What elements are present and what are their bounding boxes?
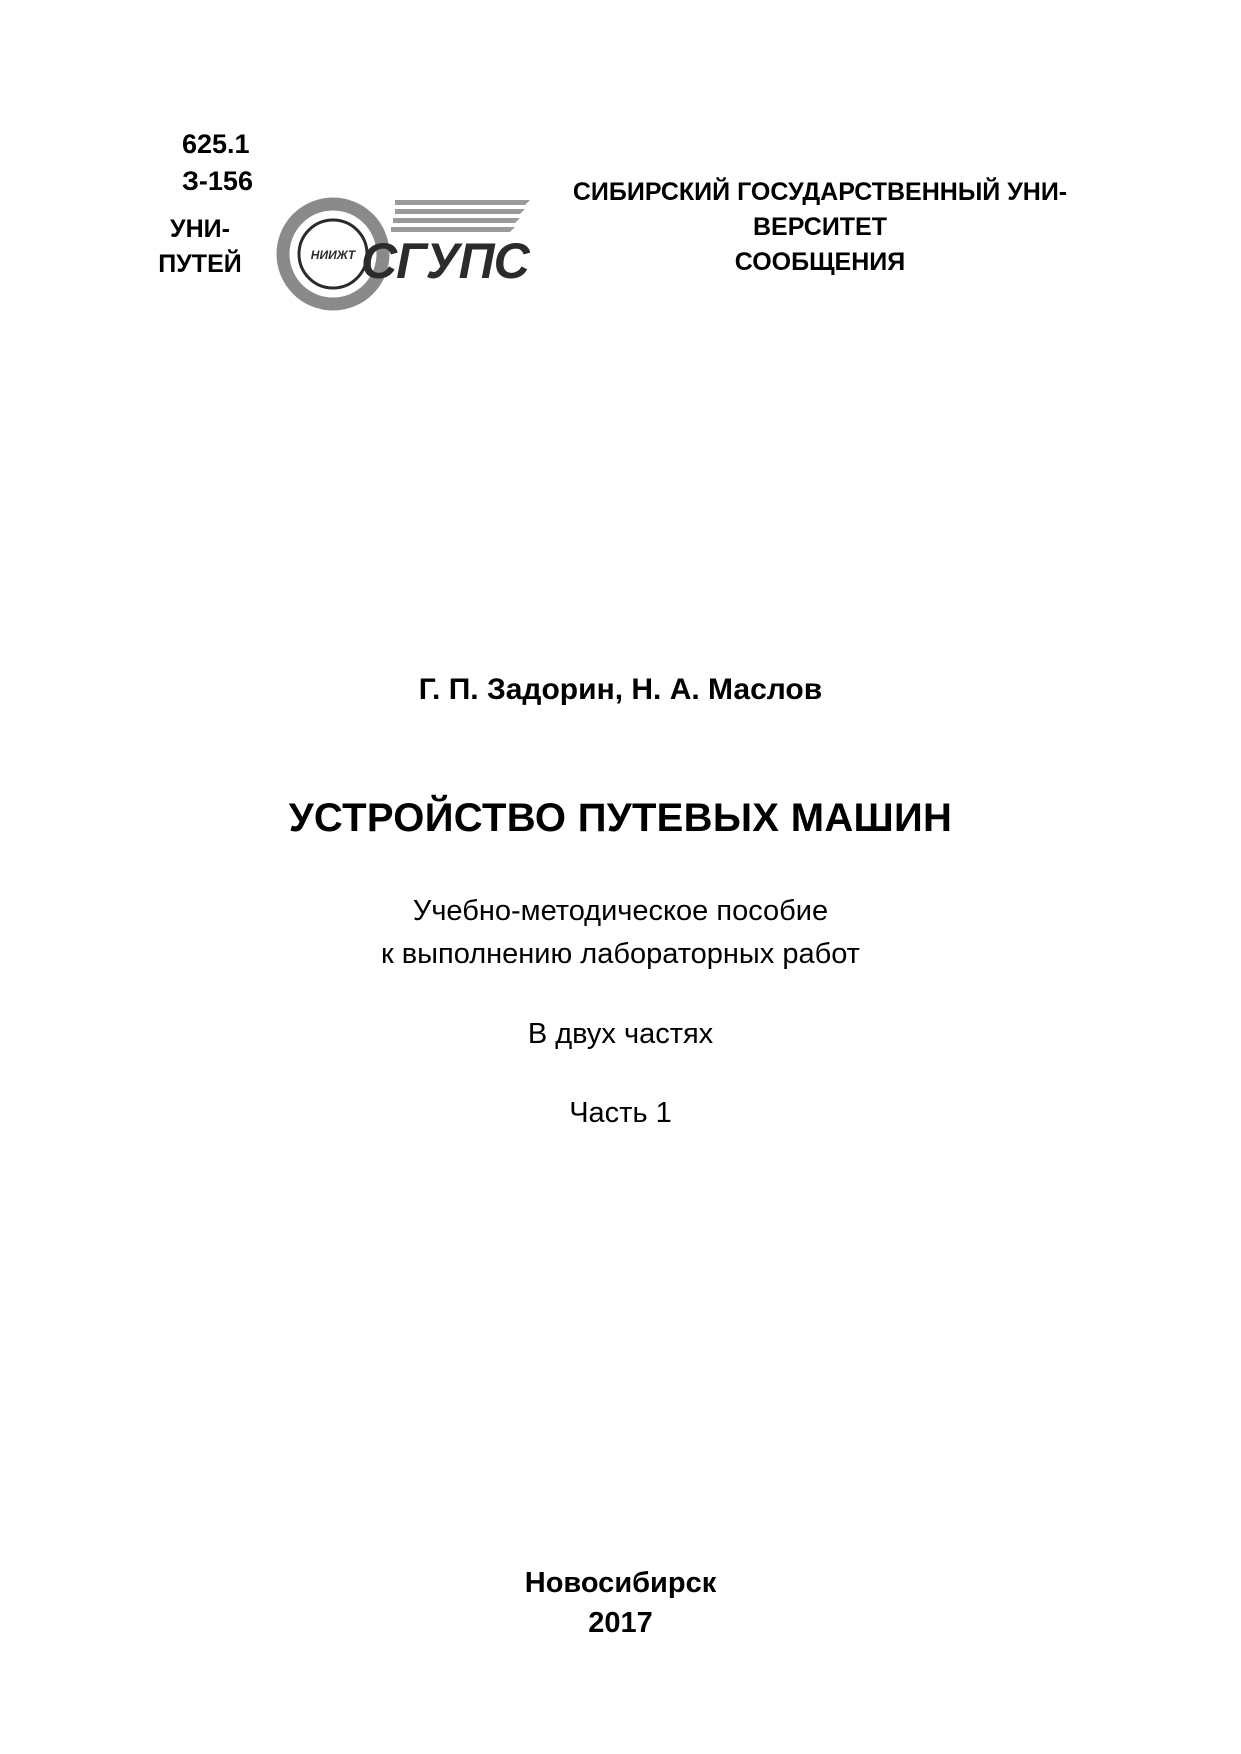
university-line-2: ВЕРСИТЕТ bbox=[752, 213, 888, 241]
subtitle-line-1: Учебно-методическое пособие bbox=[412, 895, 829, 927]
parts-note: В двух частях bbox=[527, 1018, 714, 1050]
imprint-year: 2017 bbox=[588, 1607, 653, 1639]
part-label: Часть 1 bbox=[569, 1097, 672, 1129]
university-line-3: СООБЩЕНИЯ bbox=[734, 248, 906, 276]
authors: Г. П. Задорин, Н. А. Маслов bbox=[418, 673, 823, 706]
imprint-city: Новосибирск bbox=[524, 1567, 717, 1599]
sgups-logo bbox=[275, 194, 530, 312]
classification-codes bbox=[182, 126, 253, 200]
book-title: УСТРОЙСТВО ПУТЕВЫХ МАШИН bbox=[288, 796, 953, 840]
imprint bbox=[0, 1563, 1241, 1643]
university-name bbox=[520, 175, 1120, 280]
left-fragment-line-1: УНИ- bbox=[170, 215, 230, 243]
logo-main-text: СГУПС bbox=[361, 233, 529, 289]
logo-speed-stripes bbox=[391, 200, 530, 232]
subtitle-line-2: к выполнению лабораторных работ bbox=[381, 938, 860, 970]
book-subtitle bbox=[0, 890, 1241, 976]
logo-small-text: НИИЖТ bbox=[310, 248, 356, 262]
left-fragment bbox=[150, 212, 250, 282]
udk-code: 625.1 bbox=[182, 129, 250, 159]
bbk-code: З-156 bbox=[182, 166, 253, 196]
left-fragment-line-2: ПУТЕЙ bbox=[158, 250, 242, 278]
university-line-1: СИБИРСКИЙ ГОСУДАРСТВЕННЫЙ УНИ- bbox=[572, 178, 1068, 206]
